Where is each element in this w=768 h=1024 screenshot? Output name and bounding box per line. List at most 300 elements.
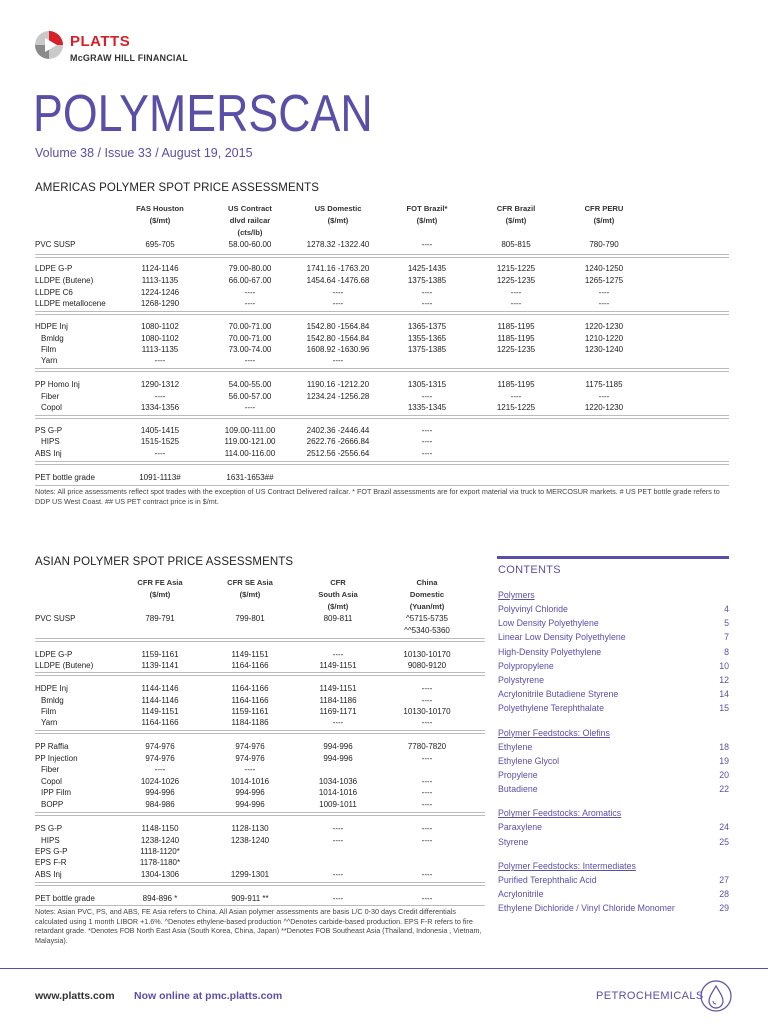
row-label: PVC SUSP: [35, 614, 76, 623]
table-cell: 1139-1141: [141, 661, 179, 670]
table-cell: 1365-1375: [407, 322, 447, 331]
table-cell: 1225-1235: [496, 276, 536, 285]
table-cell: ----: [421, 788, 433, 797]
table-cell: 780-790: [589, 240, 619, 249]
toc-item-page: 5: [724, 618, 729, 629]
table-cell: ----: [421, 288, 433, 297]
table-rule: [35, 311, 729, 312]
table-cell: 114.00-116.00: [224, 449, 276, 458]
table-cell: 10130-10170: [403, 650, 451, 659]
table-cell: ----: [332, 894, 344, 903]
toc-item-page: 8: [724, 646, 729, 657]
toc-item-page: 24: [719, 822, 729, 833]
toc-item-label: High-Density Polyethylene: [498, 646, 602, 657]
row-label: ABS Inj: [35, 870, 62, 879]
table-cell: 789-791: [145, 614, 175, 623]
table-cell: ----: [598, 288, 610, 297]
table-cell: 1542.80 -1564.84: [306, 334, 370, 343]
table-rule: [35, 415, 729, 416]
table-cell: ----: [421, 392, 433, 401]
table-cell: 1184-1186: [231, 718, 269, 727]
footer-divider: [0, 968, 768, 969]
table-rule: [35, 885, 485, 886]
table-cell: 994-996: [323, 754, 353, 763]
column-header: ($/mt): [149, 216, 171, 225]
table-cell: 1405-1415: [140, 426, 180, 435]
table-cell: ^^5340-5360: [404, 626, 450, 635]
row-label: HIPS: [41, 437, 60, 446]
contents-divider: [497, 556, 729, 559]
table-cell: ----: [421, 718, 433, 727]
table-rule: [35, 461, 729, 462]
table-cell: ----: [332, 836, 344, 845]
row-label: LDPE G-P: [35, 264, 73, 273]
table-cell: ----: [154, 449, 166, 458]
toc-item[interactable]: [498, 603, 729, 615]
table-cell: 974-976: [235, 754, 265, 763]
table-cell: 10130-10170: [403, 707, 451, 716]
toc-item-label: Polyvinyl Chloride: [498, 604, 568, 614]
table-cell: ----: [421, 240, 433, 249]
toc-item-page: 4: [724, 604, 729, 614]
table-rule: [35, 672, 485, 673]
row-label: Film: [41, 345, 57, 354]
table-cell: ----: [421, 824, 433, 833]
table-cell: ----: [598, 299, 610, 308]
table-cell: 2512.56 -2556.64: [306, 449, 370, 458]
table-cell: 1278.32 -1322.40: [306, 240, 370, 249]
table-cell: 54.00-55.00: [228, 380, 272, 389]
table-cell: ----: [332, 718, 344, 727]
table-cell: 1425-1435: [407, 264, 447, 273]
table-cell: 695-705: [145, 240, 175, 249]
table-cell: 1034-1036: [318, 777, 358, 786]
row-label: LLDPE (Butene): [35, 661, 94, 670]
table-rule: [35, 368, 729, 369]
row-label: Fiber: [41, 765, 60, 774]
toc-item[interactable]: [498, 702, 729, 714]
column-header: FAS Houston: [136, 204, 184, 213]
table-cell: 1175-1185: [585, 380, 623, 389]
toc-item-label: Styrene: [498, 836, 529, 847]
platts-logo-icon: [34, 30, 64, 60]
toc-item-label: Butadiene: [498, 784, 538, 795]
row-label: LDPE G-P: [35, 650, 73, 659]
column-header: China: [416, 578, 438, 587]
row-label: PS G-P: [35, 426, 63, 435]
column-header: ($/mt): [593, 216, 615, 225]
table-cell: 2402.36 -2446.44: [306, 426, 370, 435]
toc-item[interactable]: [498, 674, 729, 686]
toc-item[interactable]: [498, 821, 729, 833]
table-cell: 974-976: [145, 754, 175, 763]
toc-item-page: 18: [719, 741, 729, 752]
table-cell: 1014-1016: [318, 788, 358, 797]
table-cell: ----: [598, 392, 610, 401]
table-cell: ----: [421, 449, 433, 458]
table-cell: 73.00-74.00: [228, 345, 272, 354]
row-label: Copol: [41, 777, 62, 786]
asian-notes: Notes: Asian PVC, PS, and ABS, FE Asia refers to China. All Asian polymer assessments are basis L/C 0-30 days Credit differentials calculated using 1 month LIBOR +1.6%. ^Denotes ethylene-based production ^^Denotes carbide-based production. EPS F-R refers to fire retardant grade. *Denotes FOB North East Asia (South Korea, China, Japan) **Denotes FOB Southeast Asia (Thailand, Indonesia , Vietnam, Malaysia).: [35, 907, 482, 945]
table-cell: 1741.16 -1763.20: [306, 264, 370, 273]
table-rule: [35, 485, 729, 486]
table-cell: 1375-1385: [407, 345, 447, 354]
table-cell: 1164-1166: [231, 684, 269, 693]
toc-item-label: Ethylene: [498, 741, 533, 752]
column-header: (cts/lb): [237, 228, 263, 237]
table-cell: 1631-1653##: [226, 473, 274, 482]
row-label: Bmldg: [41, 696, 64, 705]
table-cell: ----: [510, 392, 522, 401]
row-label: PP Homo Inj: [35, 380, 80, 389]
table-cell: 1238-1240: [230, 836, 270, 845]
table-cell: 2622.76 -2666.84: [306, 437, 370, 446]
column-header: ($/mt): [239, 590, 261, 599]
row-label: PS G-P: [35, 824, 63, 833]
table-cell: 994-996: [235, 800, 265, 809]
row-label: EPS G-P: [35, 847, 68, 856]
table-cell: 7780-7820: [407, 742, 447, 751]
row-label: LLDPE C6: [35, 288, 73, 297]
table-cell: ----: [332, 824, 344, 833]
toc-item[interactable]: [498, 874, 729, 886]
table-cell: 1220-1230: [584, 403, 624, 412]
table-cell: 1149-1151: [319, 684, 357, 693]
table-cell: 1124-1146: [141, 264, 179, 273]
table-cell: 1215-1225: [496, 264, 536, 273]
table-cell: 984-986: [145, 800, 175, 809]
table-cell: 1014-1016: [230, 777, 270, 786]
table-cell: 1113-1135: [141, 276, 179, 285]
column-header: dlvd railcar: [229, 216, 271, 225]
table-cell: 1128-1130: [231, 824, 269, 833]
toc-item[interactable]: [498, 617, 729, 629]
table-cell: ----: [244, 765, 256, 774]
toc-item-label: Acrylonitrile Butadiene Styrene: [498, 689, 619, 700]
toc-item-label: Polystyrene: [498, 675, 544, 685]
table-cell: 1265-1275: [584, 276, 624, 285]
table-cell: 1159-1161: [141, 650, 179, 659]
table-cell: 109.00-111.00: [224, 426, 276, 435]
column-header: South Asia: [318, 590, 358, 599]
row-label: HDPE Inj: [35, 322, 68, 331]
table-cell: ----: [421, 299, 433, 308]
toc-item-label: Propylene: [498, 770, 538, 780]
table-rule: [35, 641, 485, 642]
row-label: IPP Film: [41, 788, 72, 797]
column-header: US Domestic: [314, 204, 362, 213]
row-label: Bmldg: [41, 334, 64, 343]
table-cell: 1304-1306: [140, 870, 180, 879]
toc-item-page: 10: [719, 660, 729, 671]
table-cell: 1355-1365: [407, 334, 447, 343]
toc-item[interactable]: [498, 836, 729, 848]
toc-section-heading: Polymers: [498, 590, 535, 600]
table-cell: 1169-1171: [319, 707, 357, 716]
publication-title: POLYMERSCAN: [33, 85, 373, 143]
row-label: HIPS: [41, 836, 60, 845]
column-header: CFR FE Asia: [137, 578, 183, 587]
toc-item-page: 15: [719, 703, 729, 714]
table-cell: 994-996: [145, 788, 175, 797]
table-cell: ----: [332, 356, 344, 365]
table-cell: 1185-1195: [497, 380, 535, 389]
row-label: LLDPE metallocene: [35, 299, 106, 308]
row-label: PET bottle grade: [35, 473, 95, 482]
table-cell: 909-911 **: [231, 894, 269, 903]
table-cell: 70.00-71.00: [228, 334, 272, 343]
row-label: PP Raffia: [35, 742, 69, 751]
table-cell: ----: [510, 288, 522, 297]
toc-item-page: 12: [719, 675, 729, 685]
column-header: Domestic: [409, 590, 445, 599]
table-cell: 1515-1525: [140, 437, 180, 446]
toc-item[interactable]: [498, 688, 729, 700]
table-cell: 1144-1146: [141, 696, 179, 705]
row-label: PP Injection: [35, 754, 78, 763]
issue-line: Volume 38 / Issue 33 / August 19, 2015: [35, 146, 253, 160]
table-cell: 1149-1151: [231, 650, 269, 659]
row-label: BOPP: [41, 800, 64, 809]
footer-online-link[interactable]: Now online at pmc.platts.com: [134, 990, 283, 1002]
table-cell: ----: [510, 299, 522, 308]
toc-item[interactable]: [498, 769, 729, 781]
table-cell: 1305-1315: [407, 380, 447, 389]
table-cell: ----: [421, 426, 433, 435]
table-cell: 1159-1161: [231, 707, 269, 716]
toc-item-page: 27: [719, 874, 729, 885]
table-cell: 1148-1150: [141, 824, 179, 833]
toc-item-label: Acrylonitrile: [498, 889, 544, 899]
toc-item-label: Purified Terephthalic Acid: [498, 874, 597, 885]
column-header: (Yuan/mt): [409, 602, 445, 611]
footer-sector-label: PETROCHEMICALS: [596, 990, 704, 1002]
table-cell: ----: [154, 392, 166, 401]
table-rule: [35, 675, 485, 676]
table-rule: [35, 418, 729, 419]
table-cell: 1240-1250: [584, 264, 624, 273]
americas-section-title: AMERICAS POLYMER SPOT PRICE ASSESSMENTS: [35, 182, 320, 194]
row-label: HDPE Inj: [35, 684, 68, 693]
asian-section-title: ASIAN POLYMER SPOT PRICE ASSESSMENTS: [35, 556, 294, 568]
table-rule: [35, 314, 729, 315]
column-header: CFR SE Asia: [227, 578, 273, 587]
column-header: ($/mt): [327, 602, 349, 611]
table-cell: 1238-1240: [140, 836, 180, 845]
table-cell: ----: [421, 777, 433, 786]
toc-item[interactable]: [498, 783, 729, 795]
table-cell: 1334-1356: [140, 403, 180, 412]
table-cell: 9080-9120: [407, 661, 447, 670]
table-cell: ----: [154, 356, 166, 365]
toc-item-page: 19: [719, 755, 729, 766]
table-cell: 1091-1113#: [139, 473, 181, 482]
table-cell: 70.00-71.00: [228, 322, 272, 331]
table-rule: [35, 730, 485, 731]
table-rule: [35, 812, 485, 813]
table-cell: 1375-1385: [407, 276, 447, 285]
table-cell: ----: [421, 684, 433, 693]
table-rule: [35, 733, 485, 734]
table-cell: 1024-1026: [140, 777, 180, 786]
row-label: EPS F-R: [35, 858, 67, 867]
table-cell: ----: [154, 765, 166, 774]
table-rule: [35, 905, 485, 906]
column-header: ($/mt): [505, 216, 527, 225]
contents-title: CONTENTS: [498, 564, 561, 576]
column-header: US Contract: [228, 204, 272, 213]
toc-item-label: Polyethylene Terephthalate: [498, 703, 604, 714]
table-cell: 974-976: [145, 742, 175, 751]
row-label: Yarn: [41, 356, 58, 365]
table-rule: [35, 257, 729, 258]
table-cell: 1210-1220: [584, 334, 624, 343]
table-cell: 56.00-57.00: [228, 392, 272, 401]
table-cell: 1230-1240: [584, 345, 624, 354]
petrochemicals-drop-icon: [700, 980, 732, 1012]
toc-section-heading: Polymer Feedstocks: Intermediates: [498, 860, 636, 871]
toc-item-label: Ethylene Dichloride / Vinyl Chloride Monomer: [498, 903, 675, 914]
row-label: Film: [41, 707, 57, 716]
toc-item-page: 28: [719, 889, 729, 899]
table-cell: 799-801: [235, 614, 265, 623]
row-label: ABS Inj: [35, 449, 62, 458]
table-cell: ----: [244, 356, 256, 365]
table-cell: 1268-1290: [140, 299, 180, 308]
table-cell: ----: [332, 650, 344, 659]
row-label: PVC SUSP: [35, 240, 76, 249]
table-cell: 1215-1225: [496, 403, 536, 412]
toc-item-page: 7: [724, 632, 729, 643]
toc-item-label: Low Density Polyethylene: [498, 618, 599, 629]
toc-item[interactable]: [498, 741, 729, 753]
toc-section-heading: Polymer Feedstocks: Aromatics: [498, 808, 622, 819]
table-cell: 1608.92 -1630.96: [306, 345, 370, 354]
table-cell: 1178-1180*: [139, 858, 181, 867]
column-header: ($/mt): [327, 216, 349, 225]
column-header: CFR: [330, 578, 346, 587]
column-header: ($/mt): [416, 216, 438, 225]
toc-item-label: Polypropylene: [498, 660, 554, 671]
table-cell: 1225-1235: [496, 345, 536, 354]
table-cell: 1290-1312: [140, 380, 180, 389]
table-cell: ----: [421, 437, 433, 446]
table-cell: 66.00-67.00: [228, 276, 272, 285]
table-cell: 1185-1195: [497, 334, 535, 343]
table-cell: 119.00-121.00: [224, 437, 276, 446]
toc-item-label: Ethylene Glycol: [498, 755, 560, 766]
table-cell: 974-976: [235, 742, 265, 751]
row-label: PET bottle grade: [35, 894, 95, 903]
table-cell: 1335-1345: [407, 403, 447, 412]
table-cell: ----: [332, 870, 344, 879]
table-cell: 994-996: [235, 788, 265, 797]
toc-item[interactable]: [498, 646, 729, 658]
column-header: FOT Brazil*: [406, 204, 448, 213]
table-cell: 1190.16 -1212.20: [306, 380, 370, 389]
table-cell: 1184-1186: [319, 696, 357, 705]
toc-item[interactable]: [498, 902, 729, 914]
toc-item-label: Paraxylene: [498, 822, 543, 833]
table-cell: 1080-1102: [141, 334, 179, 343]
column-header: CFR PERU: [584, 204, 624, 213]
toc-item-page: 22: [719, 784, 729, 795]
row-label: Copol: [41, 403, 62, 412]
table-cell: 1009-1011: [319, 800, 357, 809]
table-cell: 805-815: [501, 240, 531, 249]
brand-name: PLATTS: [70, 33, 131, 50]
table-rule: [35, 464, 729, 465]
table-cell: 1149-1151: [319, 661, 357, 670]
column-header: ($/mt): [149, 590, 171, 599]
table-cell: 1080-1102: [141, 322, 179, 331]
table-cell: 1113-1135: [141, 345, 179, 354]
toc-item-page: 25: [719, 836, 729, 847]
table-cell: ----: [244, 288, 256, 297]
table-cell: 1164-1166: [231, 696, 269, 705]
table-cell: ----: [421, 754, 433, 763]
table-rule: [35, 882, 485, 883]
toc-item-label: Linear Low Density Polyethylene: [498, 632, 626, 643]
table-cell: 809-811: [323, 614, 353, 623]
table-cell: ----: [332, 299, 344, 308]
table-rule: [35, 371, 729, 372]
table-cell: 894-896 *: [142, 894, 178, 903]
table-cell: ----: [421, 894, 433, 903]
table-cell: ----: [244, 403, 256, 412]
row-label: Yarn: [41, 718, 58, 727]
toc-item[interactable]: [498, 755, 729, 767]
table-cell: 1164-1166: [231, 661, 269, 670]
table-rule: [35, 815, 485, 816]
table-cell: 1299-1301: [230, 870, 270, 879]
table-cell: 994-996: [323, 742, 353, 751]
toc-section-heading: Polymer Feedstocks: Olefins: [498, 727, 610, 738]
table-cell: ----: [421, 836, 433, 845]
table-cell: 1149-1151: [141, 707, 179, 716]
table-cell: ^5715-5735: [405, 614, 448, 623]
table-cell: ----: [421, 696, 433, 705]
table-cell: ----: [332, 288, 344, 297]
column-header: CFR Brazil: [496, 204, 536, 213]
table-cell: 1118-1120*: [140, 847, 180, 856]
table-cell: 58.00-60.00: [228, 240, 272, 249]
table-cell: ----: [421, 800, 433, 809]
toc-item[interactable]: [498, 888, 729, 900]
toc-item-page: 29: [719, 903, 729, 914]
toc-item-page: 20: [719, 770, 729, 780]
row-label: LLDPE (Butene): [35, 276, 94, 285]
toc-item[interactable]: [498, 660, 729, 672]
table-cell: ----: [244, 299, 256, 308]
table-cell: 1454.64 -1476.68: [306, 276, 370, 285]
toc-item-page: 14: [719, 689, 729, 700]
table-rule: [35, 254, 729, 255]
toc-item[interactable]: [498, 631, 729, 643]
table-cell: 1224-1246: [140, 288, 180, 297]
footer-website-link[interactable]: www.platts.com: [35, 990, 115, 1002]
table-cell: ----: [421, 870, 433, 879]
table-cell: 1164-1166: [141, 718, 179, 727]
table-cell: 1220-1230: [584, 322, 624, 331]
table-cell: 1185-1195: [497, 322, 535, 331]
brand-subtitle: McGRAW HILL FINANCIAL: [70, 53, 189, 63]
americas-notes: Notes: All price assessments reflect spot trades with the exception of US Contract Delivered railcar. * FOT Brazil assessments are for export material via truck to MERCOSUR markets. # US PET bottle grade refers to DDP US West Coast. ## US PET contract price is in $/mt.: [35, 487, 720, 506]
table-cell: 1144-1146: [141, 684, 179, 693]
table-cell: 1542.80 -1564.84: [306, 322, 370, 331]
table-rule: [35, 638, 485, 639]
table-cell: 79.00-80.00: [228, 264, 272, 273]
